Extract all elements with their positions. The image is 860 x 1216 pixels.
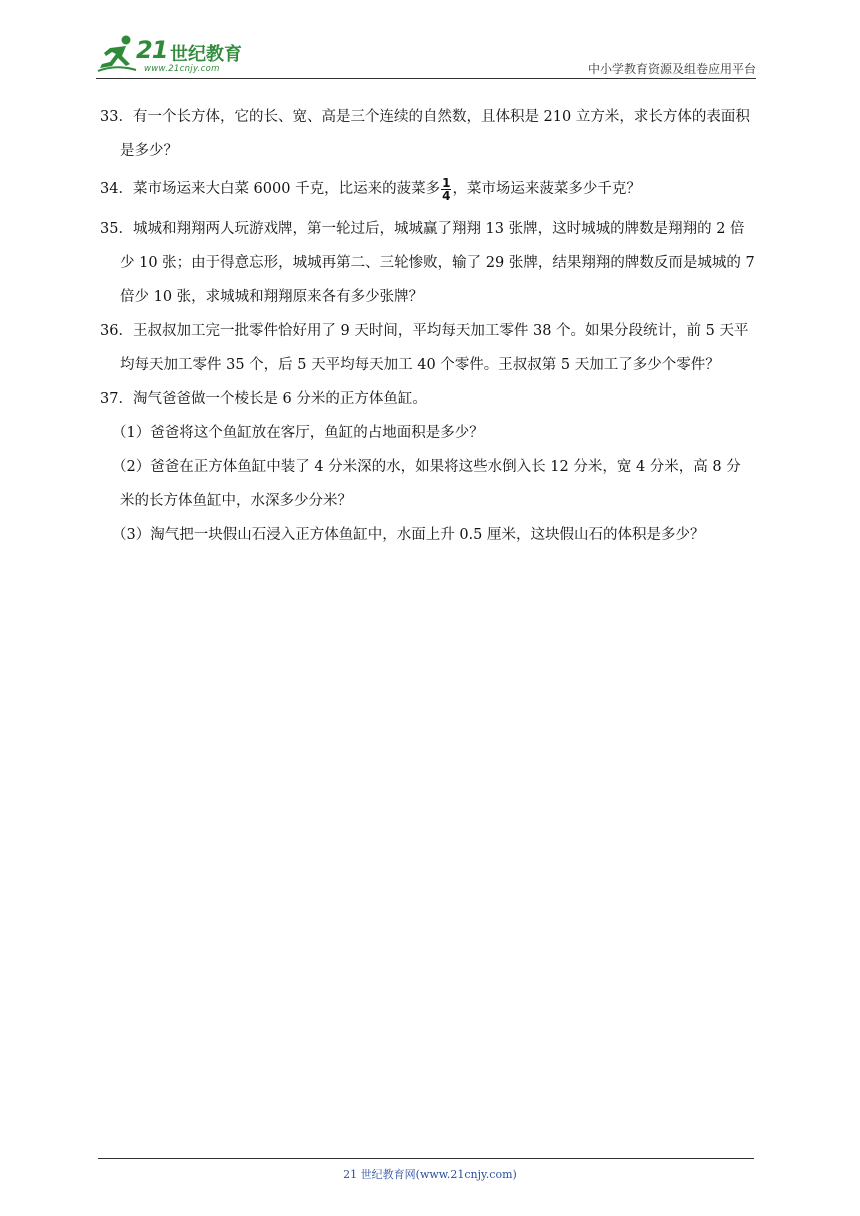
site-logo[interactable]	[96, 34, 266, 76]
header-divider	[96, 78, 756, 79]
running-man-logo-icon	[96, 34, 138, 74]
platform-title: 中小学教育资源及组卷应用平台	[587, 62, 756, 76]
question-36-line-2: 均每天加工零件 35 个，后 5 天平均每天加工 40 个零件。王叔叔第 5 天加工了多少个零件？	[120, 357, 720, 373]
question-35-line-1: 35．城城和翔翔两人玩游戏牌，第一轮过后，城城赢了翔翔 13 张牌，这时城城的牌数是翔翔的 2 倍	[100, 221, 745, 237]
logo-text: 世纪教育	[170, 44, 242, 65]
question-33-line-1: 33．有一个长方体，它的长、宽、高是三个连续的自然数，且体积是 210 立方米，求长方体的表面积	[100, 109, 750, 125]
fraction-denominator: 4	[442, 188, 451, 203]
question-34	[100, 172, 641, 206]
question-37-line-1: 37．淘气爸爸做一个棱长是 6 分米的正方体鱼缸。	[100, 391, 427, 407]
footer-divider	[98, 1158, 754, 1159]
question-34-text-a: 34．菜市场运来大白菜 6000 千克，比运来的菠菜多	[100, 181, 441, 197]
page-header	[96, 34, 756, 78]
footer-link[interactable]: 21 世纪教育网(www.21cnjy.com)	[343, 1168, 517, 1181]
question-37-part-2-line-1: （2）爸爸在正方体鱼缸中装了 4 分米深的水，如果将这些水倒入长 12 分米，宽 4 分米，高 8 分	[112, 459, 741, 475]
fraction-one-quarter	[441, 177, 451, 202]
question-37-part-3: （3）淘气把一块假山石浸入正方体鱼缸中，水面上升 0.5 厘米，这块假山石的体积是多少？	[112, 527, 705, 543]
logo-url: www.21cnjy.com	[144, 64, 220, 74]
question-34-text-b: ，菜市场运来菠菜多少千克？	[452, 181, 641, 197]
question-33-line-2: 是多少？	[120, 143, 178, 159]
fraction-numerator: 1	[442, 175, 451, 190]
question-35-line-2: 少 10 张；由于得意忘形，城城再第二、三轮惨败，输了 29 张牌，结果翔翔的牌数反而是城城的 7	[120, 255, 755, 271]
question-37-part-1: （1）爸爸将这个鱼缸放在客厅，鱼缸的占地面积是多少？	[112, 425, 484, 441]
question-35-line-3: 倍少 10 张，求城城和翔翔原来各有多少张牌？	[120, 289, 424, 305]
question-36-line-1: 36．王叔叔加工完一批零件恰好用了 9 天时间，平均每天加工零件 38 个。如果分段统计，前 5 天平	[100, 323, 749, 339]
question-37-part-2-line-2: 米的长方体鱼缸中，水深多少分米？	[120, 493, 352, 509]
logo-number: 21	[136, 36, 168, 64]
